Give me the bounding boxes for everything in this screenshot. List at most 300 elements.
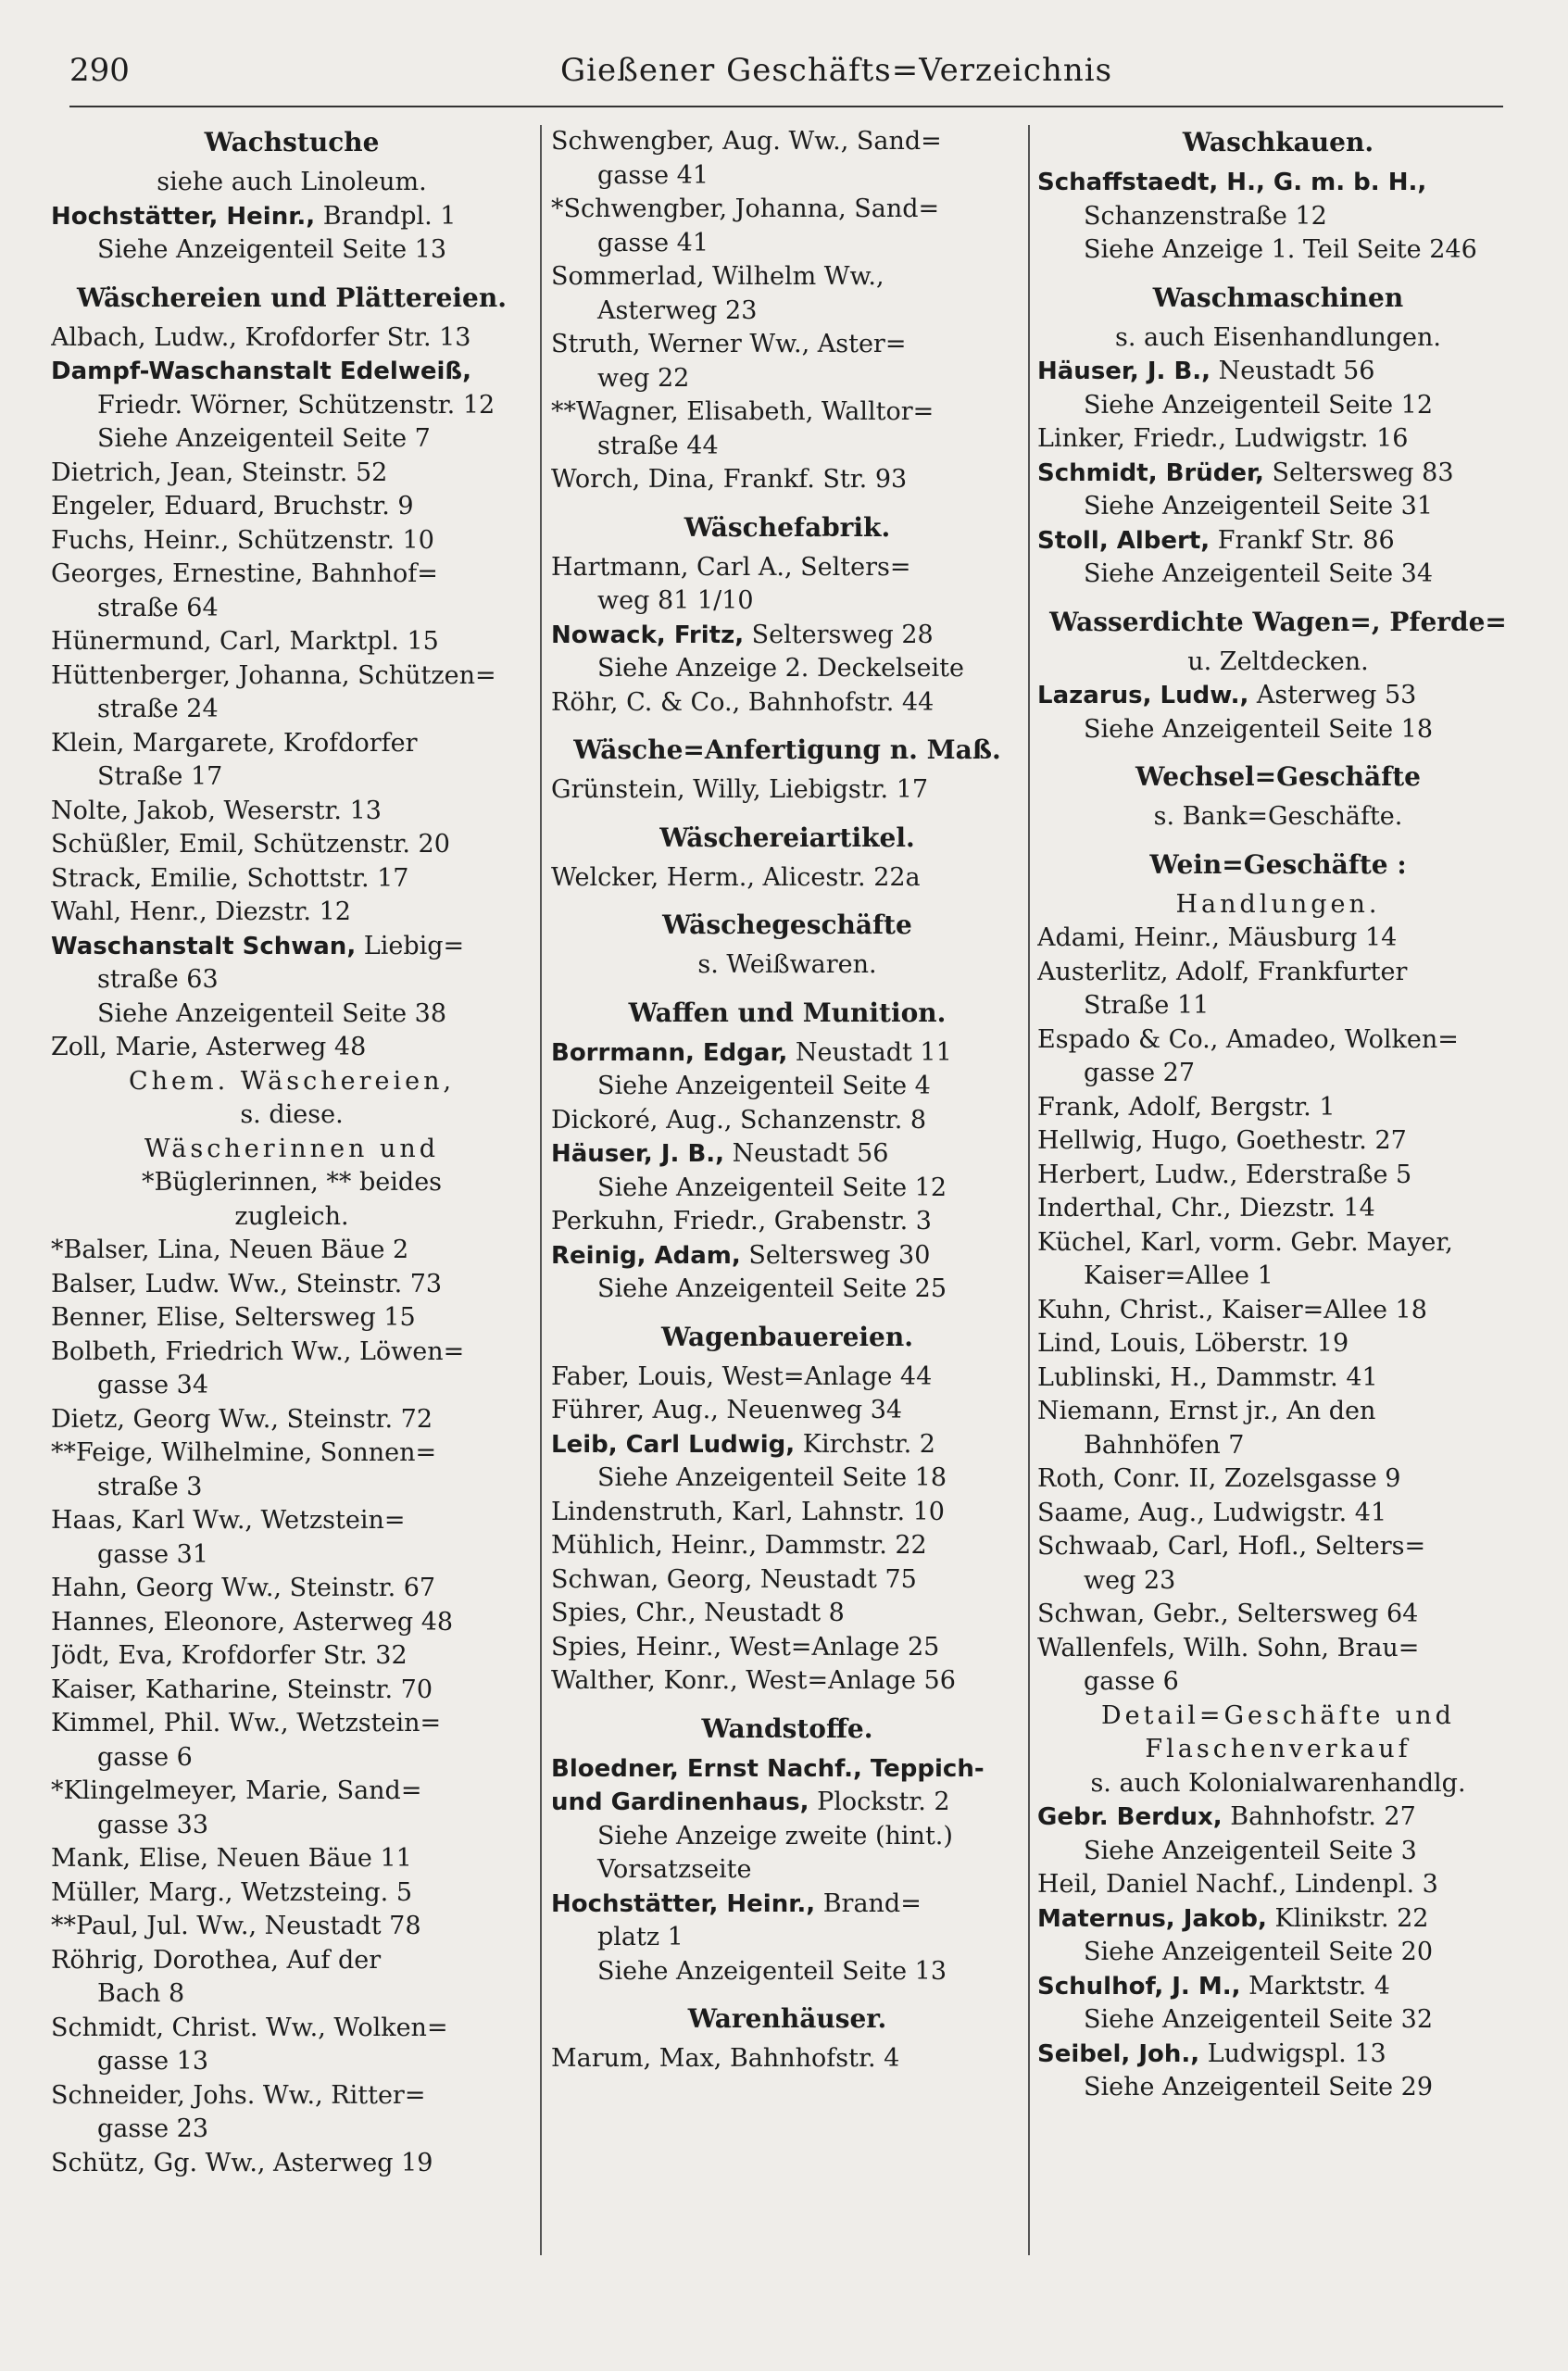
entry-line <box>551 193 1023 227</box>
entry-continuation: Asterweg 23 <box>597 295 758 325</box>
entry-text: Frank, Adolf, Bergstr. 1 <box>1037 1092 1336 1122</box>
entry-line <box>551 1239 1023 1273</box>
entry-line <box>1037 355 1519 389</box>
entry-reference: Siehe Anzeigenteil Seite 38 <box>97 998 446 1028</box>
entry-text: Struth, Werner Ww., Aster= <box>551 330 907 358</box>
entry-text: Hartmann, Carl A., Selters= <box>551 552 911 582</box>
entry-text: *Klingelmeyer, Marie, Sand= <box>51 1776 422 1805</box>
entry-line <box>51 1842 533 1876</box>
entry-line <box>1037 1159 1519 1193</box>
directory-entry <box>551 1104 1023 1138</box>
directory-entry <box>51 828 533 862</box>
directory-entry <box>51 727 533 795</box>
section-note: s. auch Kolonialwarenhandlg. <box>1090 1768 1466 1798</box>
entry-text: Dietrich, Jean, Steinstr. 52 <box>51 458 388 487</box>
entry-text: *Schwengber, Johanna, Sand= <box>551 194 940 223</box>
directory-entry <box>51 457 533 491</box>
entry-text: Lindenstruth, Karl, Lahnstr. 10 <box>551 1497 945 1526</box>
entry-name-bold: Schmidt, Brüder, <box>1037 458 1264 487</box>
entry-name-bold: Stoll, Albert, <box>1037 526 1210 555</box>
entry-continuation: weg 23 <box>1084 1565 1176 1595</box>
entry-text: Schwan, Georg, Neustadt 75 <box>551 1564 917 1594</box>
entry-text: Schwengber, Aug. Ww., Sand= <box>551 127 942 156</box>
directory-entry <box>1037 355 1519 422</box>
entry-text: Lublinski, H., Dammstr. 41 <box>1037 1362 1378 1392</box>
section-note: s. diese. <box>240 1100 344 1129</box>
entry-text: *Balser, Lina, Neuen Bäue 2 <box>51 1236 409 1264</box>
entry-name-bold: Schaffstaedt, H., G. m. b. H., <box>1037 169 1427 196</box>
entry-text: Liebig= <box>356 931 465 960</box>
entry-text: Nolte, Jakob, Weserstr. 13 <box>51 796 382 825</box>
entry-text: Kaiser, Katharine, Steinstr. 70 <box>51 1675 433 1704</box>
entry-text: Heil, Daniel Nachf., Lindenpl. 3 <box>1037 1870 1438 1899</box>
entry-text: Dickoré, Aug., Schanzenstr. 8 <box>551 1105 927 1135</box>
entry-line <box>51 1268 533 1302</box>
entry-line <box>551 395 1023 430</box>
entry-line <box>1037 1294 1519 1328</box>
directory-entry <box>551 686 1023 721</box>
entry-text: Spies, Heinr., West=Anlage 25 <box>551 1632 940 1662</box>
section-heading: Wäschegeschäfte <box>662 910 912 940</box>
entry-text: Austerlitz, Adolf, Frankfurter <box>1037 957 1408 986</box>
entry-line <box>551 1428 1023 1462</box>
entry-reference: Siehe Anzeigenteil Seite 32 <box>1084 2005 1433 2034</box>
entry-reference: Siehe Anzeigenteil Seite 31 <box>1084 492 1433 521</box>
entry-name-bold: Waschanstalt Schwan, <box>51 932 357 960</box>
entry-continuation: gasse 34 <box>97 1371 209 1399</box>
entry-text: Seltersweg 30 <box>740 1240 931 1270</box>
entry-line <box>551 260 1023 295</box>
directory-entry <box>51 2147 533 2181</box>
entry-name-bold: Nowack, Fritz, <box>551 621 745 649</box>
entry-continuation: gasse 27 <box>1084 1059 1196 1087</box>
directory-entry <box>51 1572 533 1606</box>
entry-text: Lind, Louis, Löberstr. 19 <box>1037 1329 1349 1358</box>
entry-line <box>51 1336 533 1370</box>
directory-entry <box>51 625 533 659</box>
section-subheading: Flaschenverkauf <box>1145 1735 1411 1763</box>
entry-text: Haas, Karl Ww., Wetzstein= <box>51 1506 406 1535</box>
directory-entry <box>551 1888 1023 1989</box>
entry-line <box>551 1786 1023 1820</box>
entry-text: Schüßler, Emil, Schützenstr. 20 <box>51 830 450 859</box>
entry-line <box>1037 1327 1519 1361</box>
directory-entry <box>51 1707 533 1775</box>
directory-entry <box>1037 1462 1519 1497</box>
entry-line <box>1037 1395 1519 1429</box>
directory-entry <box>1037 1124 1519 1159</box>
entry-text: Mühlich, Heinr., Dammstr. 22 <box>551 1531 927 1560</box>
entry-name-bold: Reinig, Adam, <box>551 1241 741 1270</box>
entry-text: Müller, Marg., Wetzsteing. 5 <box>51 1877 413 1907</box>
entry-line <box>51 1504 533 1538</box>
entry-text: Balser, Ludw. Ww., Steinstr. 73 <box>51 1269 443 1298</box>
section-note: s. Bank=Geschäfte. <box>1153 802 1403 831</box>
entry-line <box>1037 1902 1519 1937</box>
directory-entry <box>551 1752 1023 1888</box>
entry-text: Espado & Co., Amadeo, Wolken= <box>1037 1024 1459 1054</box>
entry-line <box>551 1597 1023 1631</box>
directory-entry <box>1037 422 1519 457</box>
entry-text: Hünermund, Carl, Marktpl. 15 <box>51 627 439 656</box>
entry-text: Faber, Louis, West=Anlage 44 <box>551 1361 933 1391</box>
directory-entry <box>551 1137 1023 1205</box>
entry-continuation: gasse 23 <box>97 2114 209 2143</box>
entry-line <box>51 1944 533 1978</box>
entry-text: Frankf Str. 86 <box>1210 525 1395 555</box>
entry-line <box>1037 1800 1519 1835</box>
directory-entry <box>51 659 533 727</box>
directory-entry <box>551 2042 1023 2076</box>
section-heading: Wein=Geschäfte : <box>1149 848 1407 880</box>
entry-line <box>551 1137 1023 1172</box>
entry-reference: Siehe Anzeigenteil Seite 13 <box>97 235 446 264</box>
directory-entry <box>51 200 533 268</box>
section-note: u. Zeltdecken. <box>1187 646 1369 676</box>
entry-text: Hannes, Eleonore, Asterweg 48 <box>51 1607 454 1637</box>
entry-text: Schwaab, Carl, Hofl., Selters= <box>1037 1532 1426 1561</box>
directory-entry <box>1037 1294 1519 1328</box>
entry-text: Brandpl. 1 <box>315 201 457 231</box>
directory-entry <box>51 1876 533 1911</box>
directory-entry <box>1037 1632 1519 1700</box>
entry-line <box>51 1572 533 1606</box>
entry-text: Seltersweg 28 <box>744 620 934 649</box>
directory-entry <box>551 463 1023 497</box>
section-heading: Wäschefabrik. <box>684 511 891 543</box>
entry-continuation: gasse 6 <box>1084 1667 1179 1696</box>
entry-text: Inderthal, Chr., Diezstr. 14 <box>1037 1194 1375 1223</box>
entry-line <box>1037 922 1519 956</box>
header-rule <box>69 106 1503 107</box>
entry-continuation: gasse 41 <box>597 228 709 257</box>
entry-name-bold: Maternus, Jakob, <box>1037 1904 1267 1933</box>
directory-entry <box>1037 956 1519 1023</box>
directory-entry <box>1037 1226 1519 1294</box>
entry-line <box>51 659 533 694</box>
entry-continuation: Vorsatzseite <box>597 1855 752 1884</box>
entry-line <box>551 1205 1023 1239</box>
entry-continuation: gasse 13 <box>97 2047 209 2076</box>
directory-entry <box>51 862 533 897</box>
entry-text: Roth, Conr. II, Zozelsgasse 9 <box>1037 1464 1401 1493</box>
entry-text: Schütz, Gg. Ww., Asterweg 19 <box>51 2148 433 2177</box>
entry-text: Hahn, Georg Ww., Steinstr. 67 <box>51 1574 436 1602</box>
directory-entry <box>51 1674 533 1708</box>
entry-name-bold: Häuser, J. B., <box>1037 358 1211 385</box>
entry-continuation: Straße 11 <box>1084 991 1210 1020</box>
directory-entry <box>1037 1530 1519 1598</box>
section-heading: Wagenbauereien. <box>661 1321 913 1352</box>
entry-line <box>51 1639 533 1674</box>
entry-line <box>1037 1226 1519 1261</box>
entry-reference: Siehe Anzeigenteil Seite 4 <box>597 1072 931 1100</box>
entry-text: Adami, Heinr., Mäusburg 14 <box>1037 923 1398 952</box>
entry-text: Jödt, Eva, Krofdorfer Str. 32 <box>51 1641 408 1670</box>
entry-line <box>1037 524 1519 558</box>
entry-text: Fuchs, Heinr., Schützenstr. 10 <box>51 525 434 555</box>
entry-continuation: gasse 33 <box>97 1810 209 1839</box>
directory-entry <box>51 1842 533 1876</box>
entry-text: Welcker, Herm., Alicestr. 22a <box>551 862 921 892</box>
entry-line <box>51 2079 533 2114</box>
section-note: siehe auch Linoleum. <box>157 168 427 196</box>
entry-reference: Siehe Anzeigenteil Seite 12 <box>1084 390 1433 420</box>
entry-line <box>551 861 1023 896</box>
entry-line <box>51 490 533 524</box>
section-note: zugleich. <box>234 1201 349 1231</box>
entry-line <box>551 1888 1023 1922</box>
entry-text: Brand= <box>815 1888 922 1918</box>
directory-entry <box>1037 1497 1519 1531</box>
directory-entry <box>551 260 1023 328</box>
directory-entry <box>51 1336 533 1403</box>
directory-entry <box>51 930 533 1032</box>
entry-line <box>551 1361 1023 1395</box>
entry-line <box>1037 1970 1519 2004</box>
entry-line <box>1037 1023 1519 1058</box>
entry-text: Marktstr. 4 <box>1240 1971 1390 2001</box>
entry-continuation: Schanzenstraße 12 <box>1084 201 1327 231</box>
section-heading: Wachstuche <box>204 127 380 157</box>
column-left <box>51 125 533 2311</box>
directory-entry <box>551 1361 1023 1395</box>
entry-line <box>1037 166 1519 200</box>
section-subheading: Detail=Geschäfte und <box>1101 1700 1455 1730</box>
entry-continuation: weg 81 1/10 <box>597 586 754 615</box>
entry-text: Dietz, Georg Ww., Steinstr. 72 <box>51 1404 433 1434</box>
entry-text: Schmidt, Christ. Ww., Wolken= <box>51 2013 448 2042</box>
entry-line <box>551 1752 1023 1787</box>
entry-text: Kuhn, Christ., Kaiser=Allee 18 <box>1037 1295 1427 1324</box>
directory-entry <box>51 2012 533 2079</box>
entry-text: Niemann, Ernst jr., An den <box>1037 1397 1376 1425</box>
entry-line <box>551 1563 1023 1598</box>
directory-entry <box>551 328 1023 395</box>
entry-text: Worch, Dina, Frankf. Str. 93 <box>551 465 908 494</box>
directory-entry <box>551 619 1023 686</box>
directory-entry <box>51 1234 533 1268</box>
directory-entry <box>1037 1598 1519 1632</box>
directory-entry <box>51 1775 533 1842</box>
entry-line <box>51 1403 533 1437</box>
directory-entry <box>51 524 533 558</box>
directory-entry <box>51 1606 533 1640</box>
directory-entry <box>51 795 533 829</box>
entry-name-bold: Borrmann, Edgar, <box>551 1038 788 1067</box>
entry-continuation: straße 63 <box>97 965 219 994</box>
entry-text: **Paul, Jul. Ww., Neustadt 78 <box>51 1912 421 1940</box>
entry-continuation: Friedr. Wörner, Schützenstr. 12 <box>97 390 495 420</box>
entry-reference: Siehe Anzeigenteil Seite 3 <box>1084 1836 1417 1865</box>
directory-entry <box>551 1664 1023 1699</box>
entry-text: Perkuhn, Friedr., Grabenstr. 3 <box>551 1207 932 1236</box>
entry-text: Ludwigspl. 13 <box>1199 2039 1386 2068</box>
entry-text: Klein, Margarete, Krofdorfer <box>51 728 418 758</box>
directory-entry <box>1037 1091 1519 1125</box>
directory-entry <box>51 1301 533 1336</box>
entry-text: Hüttenberger, Johanna, Schützen= <box>51 660 496 690</box>
entry-reference: Siehe Anzeigenteil Seite 18 <box>597 1463 947 1492</box>
directory-entry <box>551 1036 1023 1104</box>
section-heading: Wandstoffe. <box>701 1712 873 1744</box>
entry-text: Strack, Emilie, Schottstr. 17 <box>51 863 409 893</box>
entry-name-bold: Bloedner, Ernst Nachf., Teppich- <box>551 1754 985 1783</box>
directory-entry <box>551 1496 1023 1530</box>
section-note: s. auch Eisenhandlungen. <box>1115 322 1441 352</box>
directory-entry <box>1037 1800 1519 1868</box>
entry-line <box>51 930 533 964</box>
section-heading: Wäsche=Anfertigung n. Maß. <box>573 734 1001 765</box>
entry-name-bold: Gebr. Berdux, <box>1037 1803 1223 1831</box>
entry-text: Asterweg 53 <box>1248 681 1417 709</box>
entry-reference: Siehe Anzeige zweite (hint.) <box>597 1821 953 1850</box>
section-heading: Waschmaschinen <box>1152 282 1404 313</box>
entry-line <box>1037 1462 1519 1497</box>
entry-name-bold: Lazarus, Ludw., <box>1037 682 1249 709</box>
entry-line <box>51 828 533 862</box>
entry-line <box>551 1496 1023 1530</box>
entry-text: Walther, Konr., West=Anlage 56 <box>551 1666 956 1695</box>
directory-entry <box>1037 1868 1519 1902</box>
entry-text: Albach, Ludw., Krofdorfer Str. 13 <box>51 322 471 352</box>
directory-entry <box>1037 166 1519 268</box>
directory-entry <box>51 1031 533 1065</box>
section-heading: Wasserdichte Wagen=, Pferde= <box>1049 606 1507 637</box>
entry-continuation: gasse 31 <box>97 1539 209 1569</box>
directory-entry <box>1037 1970 1519 2038</box>
entry-line <box>51 1674 533 1708</box>
directory-entry <box>51 1504 533 1572</box>
directory-entry <box>51 2079 533 2147</box>
directory-entry <box>551 125 1023 193</box>
entry-line <box>51 1031 533 1065</box>
entry-continuation: gasse 41 <box>597 160 709 190</box>
entry-line <box>551 1664 1023 1699</box>
directory-entry <box>51 1910 533 1944</box>
column-divider <box>1028 125 1030 2255</box>
directory-entry <box>51 490 533 524</box>
entry-text: Wallenfels, Wilh. Sohn, Brau= <box>1037 1633 1420 1662</box>
entry-name-bold: und Gardinenhaus, <box>551 1788 809 1816</box>
entry-text: Saame, Aug., Ludwigstr. 41 <box>1037 1498 1387 1527</box>
entry-continuation: Kaiser=Allee 1 <box>1084 1261 1273 1290</box>
entry-continuation: Bahnhöfen 7 <box>1084 1430 1245 1460</box>
entry-reference: Siehe Anzeige 1. Teil Seite 246 <box>1084 235 1477 264</box>
entry-line <box>1037 1124 1519 1159</box>
directory-entry <box>1037 679 1519 746</box>
entry-reference: Siehe Anzeigenteil Seite 7 <box>97 424 431 453</box>
directory-entry <box>551 395 1023 463</box>
section-subheading: Handlungen. <box>1175 889 1381 919</box>
entry-text: Herbert, Ludw., Ederstraße 5 <box>1037 1160 1412 1189</box>
entry-line <box>551 1394 1023 1428</box>
entry-line <box>551 125 1023 159</box>
entry-text: Neustadt 11 <box>787 1037 952 1067</box>
entry-line <box>51 795 533 829</box>
entry-line <box>1037 2038 1519 2072</box>
column-middle <box>551 125 1023 2311</box>
entry-text: Klinikstr. 22 <box>1266 1903 1429 1933</box>
page-title: Gießener Geschäfts=Verzeichnis <box>560 52 1113 89</box>
section-heading: Wäschereiartikel. <box>659 822 915 853</box>
directory-entry <box>551 1529 1023 1563</box>
entry-line <box>51 727 533 761</box>
entry-line <box>51 1436 533 1471</box>
entry-continuation: platz 1 <box>597 1923 684 1951</box>
entry-reference: Siehe Anzeigenteil Seite 20 <box>1084 1938 1433 1966</box>
section-note: s. Weißwaren. <box>697 950 877 979</box>
entry-name-bold: Schulhof, J. M., <box>1037 1972 1241 2001</box>
page-header <box>69 52 1510 107</box>
entry-continuation: gasse 6 <box>97 1742 193 1772</box>
section-subheading: Wäscherinnen und <box>144 1134 440 1163</box>
entry-name-bold: Dampf-Waschanstalt Edelweiß, <box>51 358 471 385</box>
entry-text: Bahnhofstr. 27 <box>1222 1802 1416 1831</box>
directory-entry <box>551 1239 1023 1307</box>
directory-entry <box>1037 1192 1519 1226</box>
entry-line <box>51 1775 533 1809</box>
entry-text: Mank, Elise, Neuen Bäue 11 <box>51 1844 412 1873</box>
entry-line <box>1037 1091 1519 1125</box>
entry-line <box>551 463 1023 497</box>
entry-name-bold: Hochstätter, Heinr., <box>551 1889 816 1918</box>
entry-continuation: straße 24 <box>97 695 219 723</box>
directory-entry <box>551 1597 1023 1631</box>
entry-continuation: straße 3 <box>97 1472 203 1501</box>
entry-line <box>51 457 533 491</box>
directory-entry <box>51 1436 533 1504</box>
entry-text: Bolbeth, Friedrich Ww., Löwen= <box>51 1336 465 1366</box>
directory-entry <box>51 321 533 356</box>
entry-text: Röhrig, Dorothea, Auf der <box>51 1945 382 1975</box>
entry-line <box>51 524 533 558</box>
entry-text: Zoll, Marie, Asterweg 48 <box>51 1033 367 1061</box>
directory-entry <box>551 1631 1023 1665</box>
entry-text: Kimmel, Phil. Ww., Wetzstein= <box>51 1709 442 1737</box>
entry-line <box>1037 1632 1519 1666</box>
directory-entry <box>551 1205 1023 1239</box>
entry-text: Schwan, Gebr., Seltersweg 64 <box>1037 1599 1419 1628</box>
directory-entry <box>1037 524 1519 592</box>
directory-entry <box>1037 457 1519 524</box>
directory-entry <box>1037 1361 1519 1396</box>
entry-line <box>1037 1497 1519 1531</box>
column-divider <box>540 125 542 2255</box>
entry-line <box>51 321 533 356</box>
entry-text: Neustadt 56 <box>724 1139 889 1168</box>
entry-line <box>51 2012 533 2046</box>
entry-text: Spies, Chr., Neustadt 8 <box>551 1599 845 1627</box>
entry-text: Georges, Ernestine, Bahnhof= <box>51 559 438 588</box>
directory-entry <box>1037 1395 1519 1462</box>
directory-entry <box>51 1639 533 1674</box>
entry-text: Führer, Aug., Neuenweg 34 <box>551 1396 903 1424</box>
entry-name-bold: Häuser, J. B., <box>551 1140 725 1168</box>
entry-line <box>551 1529 1023 1563</box>
entry-reference: Siehe Anzeigenteil Seite 29 <box>1084 2073 1433 2101</box>
entry-text: Sommerlad, Wilhelm Ww., <box>551 262 884 291</box>
entry-continuation: straße 64 <box>97 593 219 622</box>
entry-line <box>51 1707 533 1741</box>
directory-entry <box>1037 1023 1519 1091</box>
entry-line <box>51 1910 533 1944</box>
section-heading: Waffen und Munition. <box>628 997 947 1028</box>
entry-line <box>551 1104 1023 1138</box>
directory-entry <box>551 551 1023 619</box>
entry-line <box>1037 679 1519 713</box>
page-number: 290 <box>69 52 130 89</box>
